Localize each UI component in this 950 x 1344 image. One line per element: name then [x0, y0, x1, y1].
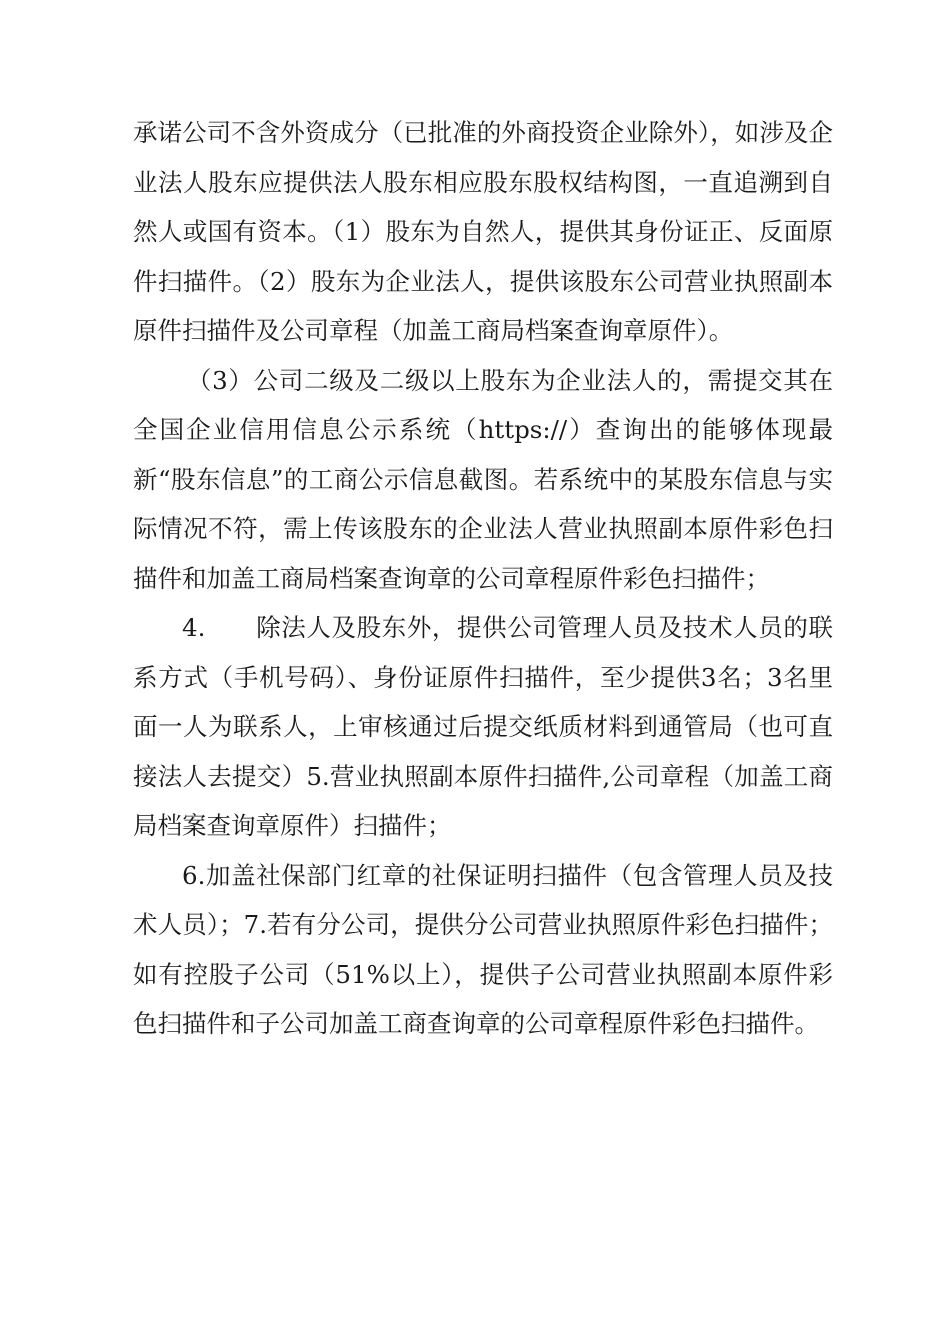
paragraph-secondary-shareholders: （3）公司二级及二级以上股东为企业法人的，需提交其在全国企业信用信息公示系统（https://）查询出的能够体现最新“股东信息”的工商公示信息截图。若系统中的某股东信息与实际情况不符，需上传该股东的企业法人营业执照副本原件彩色扫描件和加盖工商局档案查询章的公司章程原件彩色扫描件； [133, 365, 833, 593]
paragraph-staff-contacts: 4. 除法人及股东外，提供公司管理人员及技术人员的联系方式（手机号码）、身份证原件扫描件，至少提供3名；3名里面一人为联系人，上审核通过后提交纸质材料到通管局（也可直接法人去提交）5.营业执照副本原件扫描件,公司章程（加盖工商局档案查询章原件）扫描件； [133, 613, 833, 840]
paragraph-shareholder-structure: 承诺公司不含外资成分（已批准的外商投资企业除外），如涉及企业法人股东应提供法人股东相应股东股权结构图，一直追溯到自然人或国有资本。（1）股东为自然人，提供其身份证正、反面原件扫描件。（2）股东为企业法人，提供该股东公司营业执照副本原件扫描件及公司章程（加盖工商局档案查询章原件）。 [133, 118, 833, 345]
paragraph-social-security: 6.加盖社保部门红章的社保证明扫描件（包含管理人员及技术人员）；7.若有分公司，提供分公司营业执照原件彩色扫描件；如有控股子公司（51%以上），提供子公司营业执照副本原件彩色扫描件和子公司加盖工商查询章的公司章程原件彩色扫描件。 [133, 860, 833, 1038]
document-body [133, 108, 833, 1049]
